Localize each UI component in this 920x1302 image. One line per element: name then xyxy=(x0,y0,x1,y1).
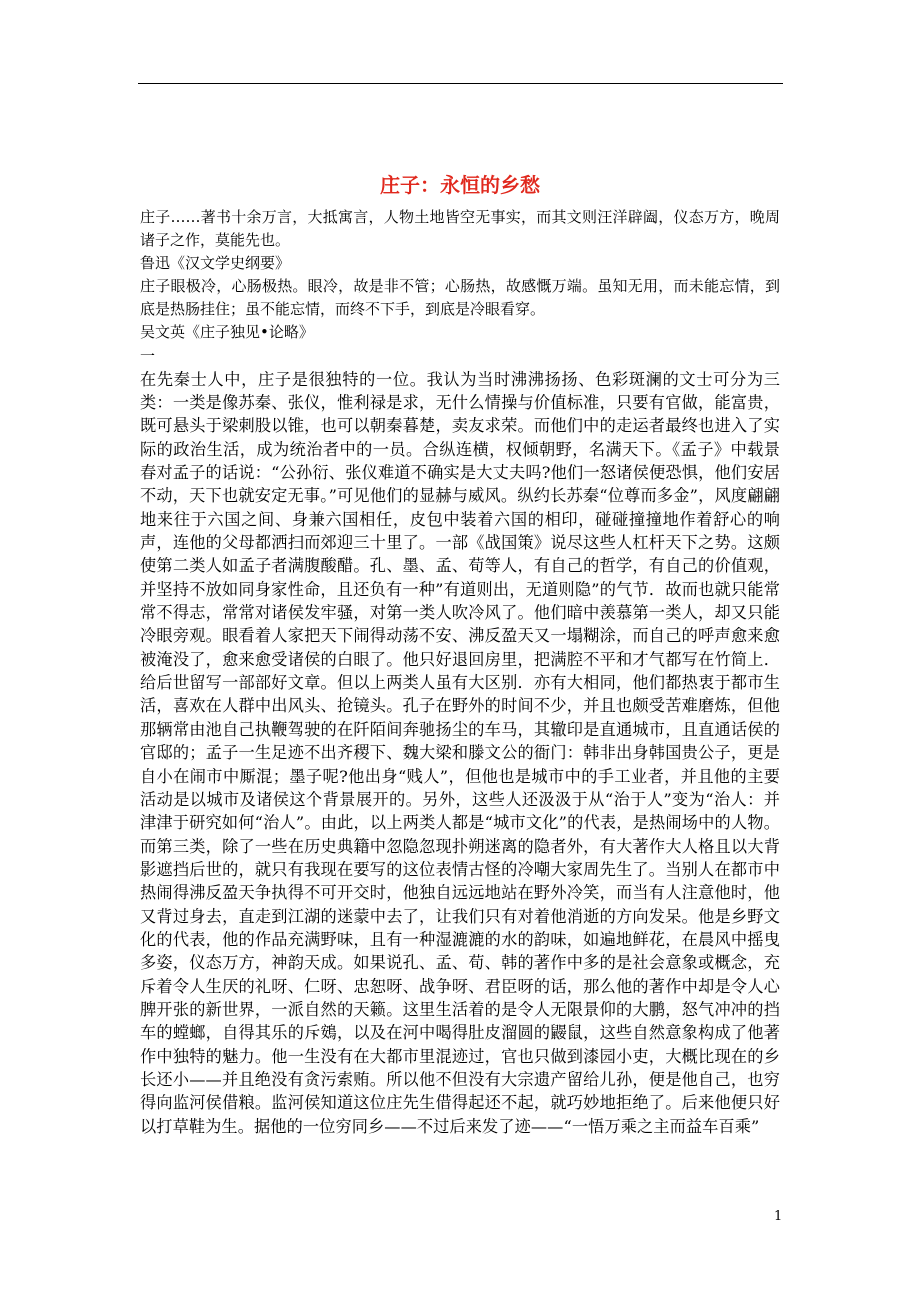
header-rule xyxy=(138,83,783,84)
epigraph-1-source: 鲁迅《汉文学史纲要》 xyxy=(140,254,291,273)
epigraph-1-quote: 庄子……著书十余万言，大抵寓言，人物土地皆空无事实，而其文则汪洋辟阖，仪态万方，晚周诸子之作，莫能先也。 xyxy=(140,208,780,250)
section-marker: 一 xyxy=(140,346,156,365)
page-number: 1 xyxy=(774,1209,783,1224)
epigraph-2-source: 吴文英《庄子独见•论略》 xyxy=(140,323,314,342)
body-paragraph: 在先秦士人中，庄子是很独特的一位。我认为当时沸沸扬扬、色彩斑澜的文士可分为三类：一类是像苏秦、张仪，惟利禄是求，无什么情操与价值标准，只要有官做，能富贵，既可悬头于梁刺股以锥，也可以朝秦暮楚，卖友求荣。而他们中的走运者最终也进入了实际的政治生活，成为统治者中的一员。合纵连横，权倾朝野，名满天下。《孟子》中载景春对孟子的话说：“公孙衍、张仪难道不确实是大丈夫吗?他们一怒诸侯便恐惧，他们安居不动，天下也就安定无事。”可见他们的显赫与威风。纵约长苏秦“位尊而多金”，风度翩翩地来往于六国之间、身兼六国相任，皮包中装着六国的相印，碰碰撞撞地作着舒心的响声，连他的父母都洒扫而郊迎三十里了。一部《战国策》说尽这些人杠杆天下之势。这颇使第二类人如孟子者满腹酸醋。孔、墨、孟、荀等人，有自己的哲学，有自己的价值观，并坚持不放如同身家性命，且还负有一种”有道则出，无道则隐”的气节．故而也就只能常常不得志，常常对诸侯发牢骚，对第一类人吹冷风了。他们暗中羡慕第一类人，却又只能冷眼旁观。眼看着人家把天下闹得动荡不安、沸反盈天又一塌糊涂，而自己的呼声愈来愈被淹没了，愈来愈受诸侯的白眼了。他只好退回房里，把满腔不平和才气都写在竹简上．给后世留写一部部好文章。但以上两类人虽有大区别．亦有大相同，他们都热衷于都市生活，喜欢在人群中出风头、抢镜头。孔子在野外的时间不少，并且也颇受苦难磨炼，但他那辆常由池自己执鞭驾驶的在阡陌间奔驰扬尘的车马，其辙印是直通城市，且直通话侯的官邸的；孟子一生足迹不出齐稷下、魏大梁和滕文公的衙门：韩非出身韩国贵公子，更是自小在闹市中厮混；墨子呢?他出身“贱人”，但他也是城市中的手工业者，并且他的主要活动是以城市及诸侯这个背景展开的。另外，这些人还汲汲于从“治于人”变为“治人：并津津于研究如何“治人”。由此，以上两类人都是“城市文化”的代表，是热闹场中的人物。而第三类，除了一些在历史典籍中忽隐忽现扑朔迷离的隐者外，有大著作大人格且以大背影遮挡后世的，就只有我现在要写的这位表情古怪的冷嘲大家周先生了。当别人在都市中热闹得沸反盈天争执得不可开交时，他独自远远地站在野外冷笑，而当有人注意他时，他又背过身去，直走到江湖的迷蒙中去了，让我们只有对着他消逝的方向发呆。他是乡野文化的代表，他的作品充满野味，且有一种湿漉漉的水的韵味，如遍地鲜花，在晨风中摇曳多姿，仪态万方，神韵天成。如果说孔、孟、荀、韩的著作中多的是社会意象或概念，充斥着令人生厌的礼呀、仁呀、忠恕呀、战争呀、君臣呀的话，那么他的著作中却是令人心脾开张的新世界，一派自然的天籁。这里生活着的是令人无限景仰的大鹏，怒气冲冲的挡车的螳螂，自得其乐的斥鴳，以及在河中喝得肚皮溜圆的鼹鼠，这些自然意象构成了他著作中独特的魅力。他一生没有在大都市里混迹过，官也只做到漆园小吏，大概比现在的乡长还小——并且绝没有贪污索贿。所以他不但没有大宗遗产留给儿孙，便是他自己，也穷得向监河侯借粮。监河侯知道这位庄先生借得起还不起，就巧妙地拒绝了。后来他便只好以打草鞋为生。据他的一位穷同乡——不过后来发了迹——“一悟万乘之主而益车百乘” xyxy=(140,369,780,1136)
epigraph-2-quote: 庄子眼极冷，心肠极热。眼冷，故是非不管；心肠热，故感慨万端。虽知无用，而未能忘情，到底是热肠挂住；虽不能忘情，而终不下手，到底是冷眼看穿。 xyxy=(140,277,780,319)
document-title: 庄子：永恒的乡愁 xyxy=(380,173,540,197)
document-content xyxy=(140,206,780,1138)
